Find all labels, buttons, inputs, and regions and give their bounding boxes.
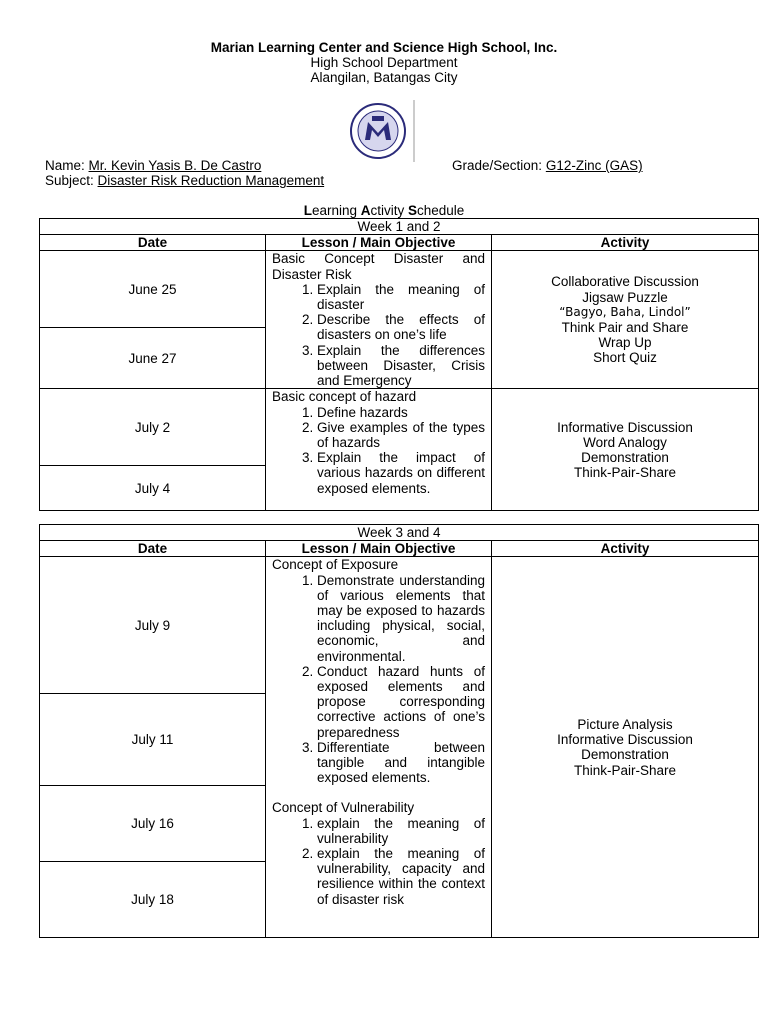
objective-item: 1. explain the meaning of vulnerability [317,816,485,846]
objective-item: 1. Define hazards [317,405,485,420]
lesson-cell [266,389,492,511]
activity-cell [492,557,759,938]
activity-item: Short Quiz [593,350,657,366]
objective-item: 2. Conduct hazard hunts of exposed elements and propose corresponding corrective actions of one’s preparedness [317,664,485,740]
activity-item: Demonstration [581,747,669,763]
activity-cell [492,251,759,389]
activity-item: Wrap Up [598,335,652,351]
activity-item: Think-Pair-Share [573,465,677,481]
lesson-cell [266,557,492,938]
week-header: Week 1 and 2 [40,219,759,235]
activity-item: Picture Analysis [577,717,673,732]
lesson-intro: Concept of Exposure [272,557,399,573]
objective-item: 3. Differentiate between tangible and intangible exposed elements. [317,740,485,786]
grade-label: Grade/Section: [452,158,543,173]
activity-header: Activity [492,541,759,557]
objective-header: Lesson / Main Objective [266,235,492,251]
objective-item: 1. Demonstrate understanding of various elements that may be exposed to hazards including physical, social, economic, and environmental. [317,573,485,664]
lesson-intro: Basic concept of hazard [272,389,417,405]
activity-header: Activity [492,235,759,251]
date-header: Date [40,235,266,251]
schedule-table-week-1-2 [39,218,759,511]
activity-item: “Bagyo, Baha, Lindol” [559,304,691,319]
activity-item: Informative Discussion [557,732,693,748]
grade-line [452,158,643,174]
schedule-table-week-3-4 [39,524,759,938]
activity-item: Think Pair and Share [561,319,689,335]
objective-item: 2. Describe the effects of disasters on one’s life [317,312,485,342]
activity-item: Informative Discussion [557,419,693,435]
department: High School Department [310,55,458,70]
date-cell: June 25 [40,251,266,328]
name-label: Name: [45,158,85,173]
objective-list [272,816,485,907]
activity-cell [492,389,759,511]
subject-name: Disaster Risk Reduction Management [97,173,325,188]
school-name: Marian Learning Center and Science High School, Inc. [210,40,558,55]
date-cell: June 27 [40,328,266,389]
objective-list [272,573,485,786]
date-cell: July 2 [40,389,266,466]
subject-label: Subject: [45,173,94,188]
address: Alangilan, Batangas City [310,70,458,85]
activity-item: Demonstration [581,449,669,465]
date-cell: July 4 [40,466,266,511]
date-cell: July 16 [40,786,266,862]
date-cell: July 18 [40,862,266,938]
activity-item: Jigsaw Puzzle [582,289,668,305]
objective-list [272,282,485,388]
date-cell: July 9 [40,557,266,694]
activity-item: Collaborative Discussion [551,274,699,290]
objective-item: 2. explain the meaning of vulnerability, capacity and resilience within the context of disaster risk [317,846,485,907]
objective-list [272,405,485,496]
teacher-name: Mr. Kevin Yasis B. De Castro [88,158,262,173]
activity-item: Word Analogy [583,434,667,450]
lesson-intro: Concept of Vulnerability [272,800,415,816]
name-line [45,158,261,174]
lesson-intro: Basic Concept Disaster and Disaster Risk [272,251,485,282]
school-logo [348,100,418,162]
date-header: Date [40,541,266,557]
objective-header: Lesson / Main Objective [266,541,492,557]
objective-item: 1. Explain the meaning of disaster [317,282,485,312]
lesson-cell [266,251,492,389]
schedule-title: Learning Activity Schedule [303,203,465,218]
objective-item: 3. Explain the impact of various hazards on different exposed elements. [317,450,485,496]
week-header: Week 3 and 4 [40,525,759,541]
objective-item: 2. Give examples of the types of hazards [317,420,485,450]
activity-item: Think-Pair-Share [573,762,677,778]
subject-line [45,173,324,189]
objective-item: 3. Explain the differences between Disaster, Crisis and Emergency [317,343,485,389]
grade-section: G12-Zinc (GAS) [545,158,643,173]
date-cell: July 11 [40,694,266,786]
